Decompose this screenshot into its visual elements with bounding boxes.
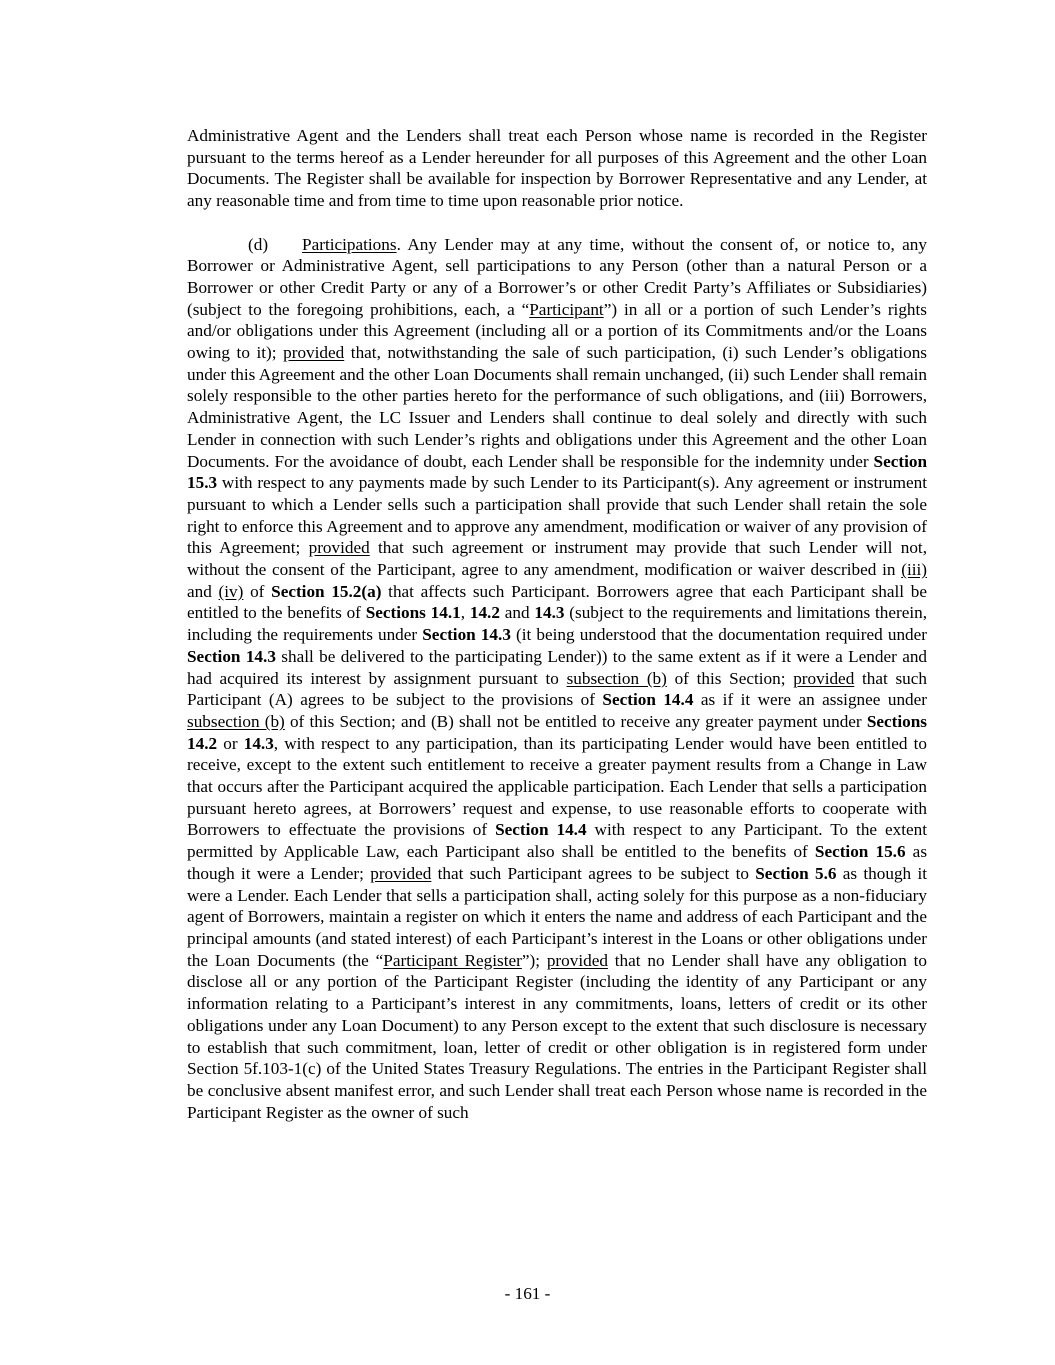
- text-run: and: [499, 603, 535, 623]
- text-run: that such Participant (A) agrees to be subject to the provisions of: [187, 668, 927, 710]
- text-run: of: [243, 581, 272, 601]
- underlined-term: provided: [283, 343, 345, 363]
- section-reference: 14.2: [469, 603, 500, 623]
- text-run: (it being understood that the documentation required under: [510, 625, 928, 645]
- body-text: [187, 125, 927, 1123]
- text-run: ”) in all or a portion of such Lender’s rights and/or obligations under this Agreement (including all or a portion of its Commitments and/or the Loans owing to it);: [187, 299, 927, 363]
- text-run: of this Section; and (B) shall not be entitled to receive any greater payment under: [284, 711, 867, 731]
- section-reference: 14.3: [534, 603, 565, 623]
- section-reference: 14.3: [243, 733, 274, 753]
- paragraph-body: [187, 235, 927, 1122]
- underlined-term: Participant Register: [383, 950, 522, 970]
- text-run: . Any Lender may at any time, without the consent of, or notice to, any Borrower or Administrative Agent, sell participations to any Person (other than a natural Person or a Borrower or other Credit Party or any of a Borrower’s or other Credit Party’s Affiliates or Subsidiaries) (subject to the foregoing prohibitions, each, a “: [187, 234, 927, 319]
- text-run: with respect to any Participant. To the extent permitted by Applicable Law, each Participant also shall be entitled to the benefits of: [187, 820, 928, 862]
- text-run: or: [217, 733, 244, 753]
- text-run: as if it were an assignee under: [693, 690, 927, 710]
- text-run: ”);: [521, 950, 547, 970]
- clause-label: (d): [248, 234, 269, 254]
- underlined-term: (iii): [901, 560, 927, 580]
- text-run: that affects such Participant. Borrowers agree that each Participant shall be entitled to the benefits of: [187, 581, 928, 623]
- page-number: - 161 -: [504, 1284, 551, 1303]
- section-reference: Section 14.4: [495, 820, 587, 840]
- underlined-term: provided: [546, 950, 608, 970]
- text-run: with respect to any payments made by such Lender to its Participant(s). Any agreement or instrument pursuant to which a Lender sells such a participation shall provide that such Lender shall retain the sole right to enforce this Agreement and to approve any amendment, modification or waiver of any provision of this Agreement;: [187, 473, 927, 558]
- text-run: that, notwithstanding the sale of such participation, (i) such Lender’s obligations under this Agreement and the other Loan Documents shall remain unchanged, (ii) such Lender shall remain solely responsible to the other parties hereto for the performance of such obligations, and (iii) Borrowers, Administrative Agent, the LC Issuer and Lenders shall continue to deal solely and directly with such Lender in connection with such Lender’s rights and obligations under this Agreement and the other Loan Documents. For the avoidance of doubt, each Lender shall be responsible for the indemnity under: [187, 343, 927, 471]
- underlined-term: provided: [370, 863, 432, 883]
- text-run: of this Section;: [666, 668, 794, 688]
- text-run: , with respect to any participation, than its participating Lender would have been entitled to receive, except to the extent such entitlement to receive a greater payment results from a Change in Law that occurs after the Participant acquired the applicable participation. Each Lender that sells a participation pursuant hereto agrees, at Borrowers’ request and expense, to use reasonable efforts to cooperate with Borrowers to effectuate the provisions of: [187, 733, 927, 840]
- text-run: as though it were a Lender;: [187, 842, 928, 883]
- section-heading: Participations: [302, 234, 397, 254]
- text-run: that such agreement or instrument may provide that such Lender will not, without the consent of the Participant, agree to any amendment, modification or waiver described in: [187, 538, 927, 580]
- section-reference: Section 15.3: [187, 451, 927, 493]
- underlined-term: (iv): [218, 581, 244, 601]
- text-run: ,: [460, 603, 470, 623]
- section-reference: Section 15.6: [814, 842, 906, 862]
- paragraph-register: Administrative Agent and the Lenders shall treat each Person whose name is recorded in the Register pursuant to the terms hereof as a Lender hereunder for all purposes of this Agreement and the other Loan Documents. The Register shall be available for inspection by Borrower Representative and any Lender, at any reasonable time and from time to time upon reasonable prior notice.: [187, 126, 927, 211]
- section-reference: Section 15.2(a): [271, 581, 382, 601]
- section-reference: Sections 14.2: [187, 711, 927, 753]
- underlined-term: subsection (b): [187, 711, 285, 731]
- underlined-term: subsection (b): [566, 668, 667, 688]
- text-run: shall be delivered to the participating Lender)) to the same extent as if it were a Lender and had acquired its interest by assignment pursuant to: [187, 646, 928, 688]
- text-run: that no Lender shall have any obligation to disclose all or any portion of the Participant Register (including the identity of any Participant or any information relating to a Participant’s interest in any commitments, loans, letters of credit or its other obligations under any Loan Document) to any Person except to the extent that such disclosure is necessary to establish that such commitment, loan, letter of credit or other obligation is in registered form under Section 5f.103-1(c) of the United States Treasury Regulations. The entries in the Participant Register shall be conclusive absent manifest error, and such Lender shall treat each Person whose name is recorded in the Participant Register as the owner of such: [187, 950, 927, 1122]
- underlined-term: provided: [793, 668, 855, 688]
- paragraph-participations: [187, 234, 927, 1124]
- underlined-term: Participant: [529, 299, 604, 319]
- section-reference: Section 14.4: [602, 690, 694, 710]
- section-reference: Section 14.3: [187, 646, 276, 666]
- text-run: that such Participant agrees to be subject to: [431, 863, 756, 883]
- text-run: (subject to the requirements and limitations therein, including the requirements under: [187, 603, 928, 645]
- text-run: as though it were a Lender. Each Lender that sells a participation shall, acting solely for this purpose as a non-fiduciary agent of Borrowers, maintain a register on which it enters the name and address of each Participant and the principal amounts (and stated interest) of each Participant’s interest in the Loans or other obligations under the Loan Documents (the “: [187, 863, 927, 970]
- underlined-term: provided: [308, 538, 370, 558]
- section-reference: Sections 14.1: [365, 603, 461, 623]
- section-reference: Section 5.6: [755, 863, 837, 883]
- text-run: and: [187, 581, 219, 601]
- section-reference: Section 14.3: [422, 625, 511, 645]
